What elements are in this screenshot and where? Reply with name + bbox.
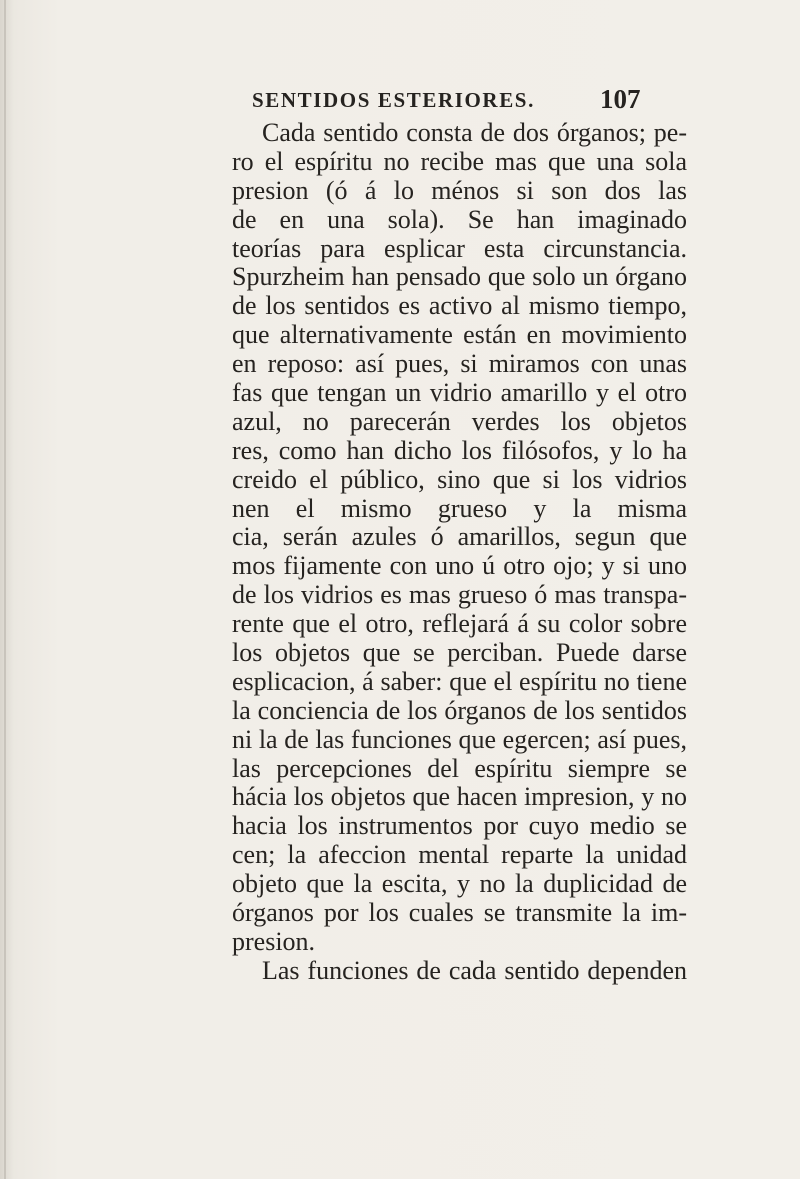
text-line: las percepciones del espíritu siempre se <box>232 754 687 783</box>
text-line: Spurzheim han pensado que solo un órgano <box>232 263 687 292</box>
text-line: teorías para esplicar esta circunstancia. <box>232 234 687 263</box>
text-line: hacia los instrumentos por cuyo medio se <box>232 812 687 841</box>
running-title: SENTIDOS ESTERIORES. <box>252 88 535 112</box>
text-line: mos fijamente con uno ú otro ojo; y si uno <box>232 552 687 581</box>
text-line: de los vidrios es mas grueso ó mas transpa- <box>232 581 687 610</box>
binding-gutter <box>4 0 6 1179</box>
text-line: órganos por los cuales se transmite la im- <box>232 899 687 928</box>
text-line: Cada sentido consta de dos órganos; pe- <box>262 119 687 147</box>
text-line: de los sentidos es activo al mismo tiempo, <box>232 292 687 321</box>
text-line: en reposo: así pues, si miramos con unas <box>232 350 687 379</box>
text-line: res, como han dicho los filósofos, y lo ha <box>232 436 687 465</box>
text-line: de en una sola). Se han imaginado <box>232 205 687 234</box>
page-header <box>252 84 652 118</box>
text-line: cia, serán azules ó amarillos, segun que <box>232 523 687 552</box>
text-line: nen el mismo grueso y la misma <box>232 494 687 523</box>
text-line: esplicacion, á saber: que el espíritu no tiene <box>232 667 687 696</box>
body-text <box>232 119 687 986</box>
text-line: objeto que la escita, y no la duplicidad de <box>232 870 687 899</box>
paragraph <box>232 957 687 986</box>
text-line: ni la de las funciones que egercen; así pues, <box>232 725 687 754</box>
text-line: presion (ó á lo ménos si son dos las <box>232 176 687 205</box>
text-line: los objetos que se perciban. Puede darse <box>232 639 687 668</box>
paragraph <box>232 119 687 957</box>
text-line: presion. <box>232 926 316 956</box>
text-line: ro el espíritu no recibe mas que una sola <box>232 147 687 176</box>
text-line: que alternativamente están en movimiento <box>232 321 687 350</box>
text-line: rente que el otro, reflejará á su color sobre <box>232 610 687 639</box>
text-line: Las funciones de cada sentido dependen <box>262 956 687 985</box>
text-line: hácia los objetos que hacen impresion, y no <box>232 783 687 812</box>
text-line: azul, no parecerán verdes los objetos <box>232 407 687 436</box>
text-line: creido el público, sino que si los vidrios <box>232 465 687 494</box>
text-line: la conciencia de los órganos de los sentidos <box>232 696 687 725</box>
text-line: fas que tengan un vidrio amarillo y el otro <box>232 379 687 408</box>
text-line: cen; la afeccion mental reparte la unidad <box>232 841 687 870</box>
page-number: 107 <box>600 84 641 114</box>
